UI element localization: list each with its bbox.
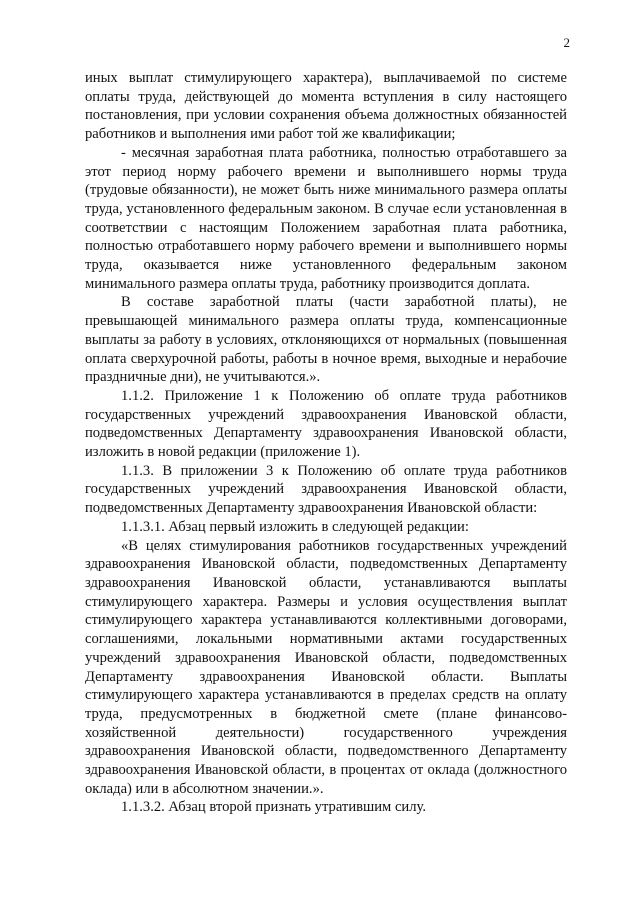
paragraph: 1.1.3. В приложении 3 к Положению об оплате труда работников государственных учреждений здравоохранения Ивановской области, подведомственных Департаменту здравоохранения Ивановской области: bbox=[85, 462, 567, 517]
page-number: 2 bbox=[563, 35, 570, 50]
paragraph: «В целях стимулирования работников государственных учреждений здравоохранения Ивановской области, подведомственных Департаменту здравоохранения Ивановской области, устанавливаются выплаты стимулирующего характера. Размеры и условия осуществления выплат стимулирующего характера устанавливаются коллективными договорами, соглашениями, локальными нормативными актами государственных учреждений здравоохранения Ивановской области, подведомственных Департаменту здравоохранения Ивановской области. Выплаты стимулирующего характера устанавливаются в пределах средств на оплату труда, предусмотренных в бюджетной смете (плане финансово-хозяйственной деятельности) государственного учреждения здравоохранения Ивановской области, подведомственного Департаменту здравоохранения Ивановской области, в процентах от оклада (должностного оклада) или в абсолютном значении.». bbox=[85, 537, 567, 797]
paragraph: 1.1.3.2. Абзац второй признать утратившим силу. bbox=[121, 799, 426, 816]
paragraph: 1.1.2. Приложение 1 к Положению об оплате труда работников государственных учреждений здравоохранения Ивановской области, подведомственных Департаменту здравоохранения Ивановской области, изложить в новой редакции (приложение 1). bbox=[85, 387, 567, 461]
paragraph: В составе заработной платы (части заработной платы), не превышающей минимального размера оплаты труда, компенсационные выплаты за работу в условиях, отклоняющихся от нормальных (повышенная оплата сверхурочной работы, работы в ночное время, выходные и нерабочие праздничные дни), не учитываются.». bbox=[85, 294, 567, 386]
paragraph: - месячная заработная плата работника, полностью отработавшего за этот период норму рабочего времени и выполнившего нормы труда (трудовые обязанности), не может быть ниже минимального размера оплаты труда, установленного федеральным законом. В случае если установленная в соответствии с настоящим Положением заработная плата работника, полностью отработавшего норму рабочего времени и выполнившего нормы труда, оказывается ниже установленного федеральным законом минимального размера оплаты труда, работнику производится доплата. bbox=[85, 144, 567, 292]
paragraph: 1.1.3.1. Абзац первый изложить в следующей редакции: bbox=[121, 518, 469, 535]
paragraph: иных выплат стимулирующего характера), выплачиваемой по системе оплаты труда, действующей до момента вступления в силу настоящего постановления, при условии сохранения объема должностных обязанностей работников и выполнения ими работ той же квалификации; bbox=[85, 70, 567, 143]
document-body bbox=[85, 69, 567, 817]
